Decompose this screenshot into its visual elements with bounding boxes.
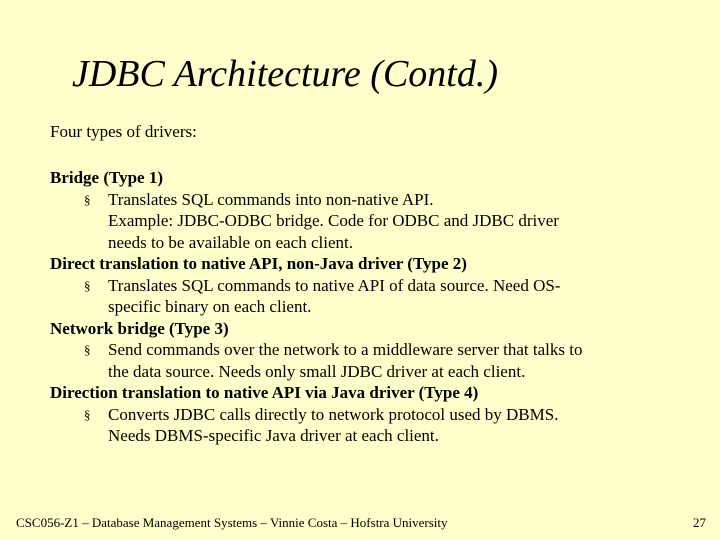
driver-bullet [50, 404, 680, 447]
intro-text: Four types of drivers: [50, 122, 197, 141]
driver-type-2 [50, 253, 680, 318]
driver-heading: Network bridge (Type 3) [50, 318, 229, 338]
bullet-line: Translates SQL commands into non-native API. [108, 189, 434, 209]
driver-bullet [50, 189, 680, 254]
driver-type-1 [50, 167, 680, 253]
section-sign-bullet-icon: § [84, 406, 91, 422]
bullet-line: Send commands over the network to a middleware server that talks to [108, 340, 583, 359]
driver-heading: Bridge (Type 1) [50, 168, 164, 187]
driver-bullet [50, 275, 680, 318]
driver-heading: Direction translation to native API via Java driver (Type 4) [50, 383, 479, 402]
bullet-line: needs to be available on each client. [108, 232, 353, 252]
bullet-line: Example: JDBC-ODBC bridge. Code for ODBC and JDBC driver [108, 211, 559, 230]
bullet-line: Needs DBMS-specific Java driver at each client. [108, 426, 439, 445]
section-sign-bullet-icon: § [84, 342, 91, 357]
bullet-line: Translates SQL commands to native API of data source. Need OS- [108, 275, 561, 295]
footer-course-info: CSC056-Z1 – Database Management Systems – Vinnie Costa – Hofstra University [16, 515, 448, 530]
driver-type-4 [50, 382, 680, 447]
section-sign-bullet-icon: § [84, 277, 91, 293]
section-sign-bullet-icon: § [84, 191, 91, 207]
bullet-line: Converts JDBC calls directly to network protocol used by DBMS. [108, 404, 559, 424]
page-number: 27 [693, 515, 706, 530]
driver-type-3 [50, 318, 680, 383]
driver-bullet [50, 339, 680, 382]
slide-title: JDBC Architecture (Contd.) [72, 53, 498, 95]
bullet-line: the data source. Needs only small JDBC driver at each client. [108, 361, 526, 381]
driver-list [50, 167, 680, 447]
bullet-line: specific binary on each client. [108, 297, 312, 316]
driver-heading: Direct translation to native API, non-Java driver (Type 2) [50, 254, 467, 273]
